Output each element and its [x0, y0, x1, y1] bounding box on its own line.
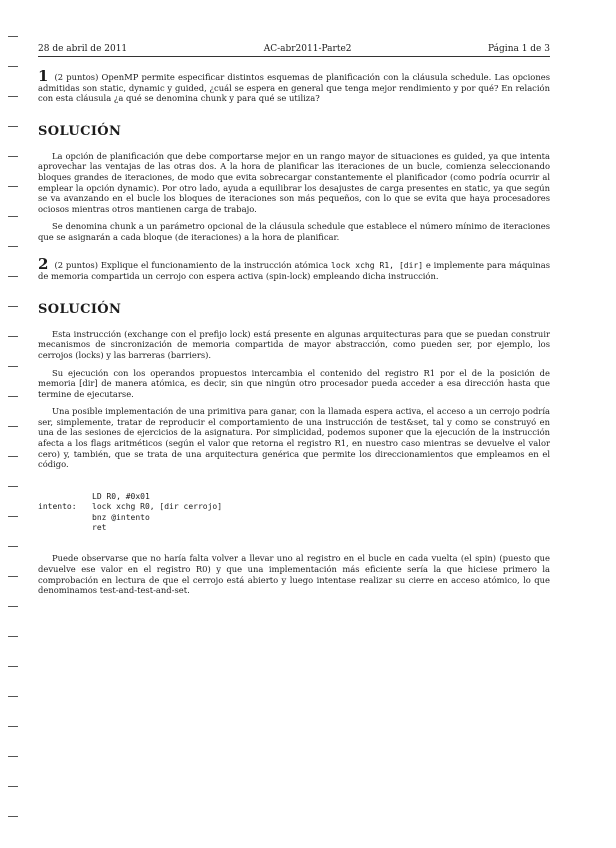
page-header	[38, 44, 550, 57]
margin-mark	[8, 276, 18, 277]
document-page	[38, 44, 550, 603]
code-label	[38, 492, 92, 502]
margin-mark	[8, 636, 18, 637]
margin-mark	[8, 726, 18, 727]
code-text: bnz @intento	[92, 512, 150, 522]
code-text: ret	[92, 523, 107, 533]
code-label: intento:	[38, 502, 77, 512]
binding-margin-marks	[8, 0, 20, 848]
margin-mark	[8, 336, 18, 337]
margin-mark	[8, 696, 18, 697]
instruction-code: lock xchg R1, [dir]	[331, 260, 424, 270]
margin-mark	[8, 606, 18, 607]
code-line	[38, 502, 550, 512]
question-text: e implemente para máquinas de memoria compartida un cerrojo con espera activa (spin-lock) empleando dicha instrucción.	[38, 259, 550, 282]
margin-mark	[8, 246, 18, 247]
code-line	[38, 523, 550, 533]
solution-paragraph: Su ejecución con los operandos propuestos intercambia el contenido del registro R1 por el de la posición de memoria [dir] de manera atómica, es decir, sin que ningún otro procesador pueda acceder a esa dirección hasta que termine de ejecutarse.	[38, 367, 550, 399]
margin-mark	[8, 96, 18, 97]
header-page-number: Página 1 de 3	[488, 44, 550, 54]
code-line	[38, 492, 550, 502]
code-label	[38, 523, 92, 533]
header-date: 28 de abril de 2011	[38, 44, 128, 54]
code-line	[38, 513, 550, 523]
margin-mark	[8, 66, 18, 67]
margin-mark	[8, 426, 18, 427]
margin-mark	[8, 306, 18, 307]
solution-heading: SOLUCIÓN	[38, 123, 122, 139]
margin-mark	[8, 126, 18, 127]
margin-mark	[8, 786, 18, 787]
margin-mark	[8, 816, 18, 817]
margin-mark	[8, 36, 18, 37]
solution-heading: SOLUCIÓN	[38, 301, 122, 317]
solution-paragraph: Puede observarse que no haría falta volver a llevar uno al registro en el bucle en cada vuelta (el spin) (puesto que devuelve ese valor en el registro R0) y que una implementación más eficiente sería la que hiciese primero la comprobación en lectura de que el cerrojo está abierto y luego intentase realizar su cierre en acceso atómico, lo que denominamos test-and-test-and-set.	[38, 553, 550, 596]
question-2	[38, 254, 550, 282]
header-title: AC-abr2011-Parte2	[263, 44, 352, 54]
margin-mark	[8, 216, 18, 217]
margin-mark	[8, 576, 18, 577]
solution-paragraph: Se denomina chunk a un parámetro opcional de la cláusula schedule que establece el número mínimo de iteraciones que se asignarán a cada bloque (de iteraciones) a la hora de planificar.	[38, 221, 550, 242]
solution-paragraph: Una posible implementación de una primitiva para ganar, con la llamada espera activa, el acceso a un cerrojo podría ser, simplemente, tratar de reproducir el comportamiento de una instrucción de test&set, tal y como se construyó en una de las sesiones de ejercicios de la asignatura. Por simplicidad, podemos suponer que la ejecución de la instrucción afecta a los flags aritméticos (según el valor que retorna el registro R1, en nuestro caso mientras se devuelve el valor cero) y, también, que se trata de una arquitectura genérica que permite los direccionamientos que empleamos en el código.	[38, 406, 550, 470]
code-text: LD R0, #0x01	[92, 491, 150, 501]
solution-paragraph: Esta instrucción (exchange con el prefijo lock) está presente en algunas arquitecturas para que se puedan construir mecanismos de sincronización de memoria compartida de mayor abstracción, como pueden ser, por ejemplo, los cerrojos (locks) y las barreras (barriers).	[38, 328, 550, 360]
margin-mark	[8, 486, 18, 487]
margin-mark	[8, 156, 18, 157]
margin-mark	[8, 546, 18, 547]
question-text: (2 puntos) OpenMP permite especificar distintos esquemas de planificación con la cláusula schedule. Las opciones admitidas son static, dynamic y guided, ¿cuál se espera en general que tenga mejor rendimiento y por qué? En relación con esta cláusula ¿a qué se denomina chunk y para qué se utiliza?	[38, 72, 550, 104]
margin-mark	[8, 366, 18, 367]
question-number: 1	[38, 67, 49, 85]
margin-mark	[8, 186, 18, 187]
margin-mark	[8, 456, 18, 457]
question-text: (2 puntos) Explique el funcionamiento de la instrucción atómica	[54, 259, 331, 270]
question-1	[38, 67, 550, 104]
margin-mark	[8, 396, 18, 397]
margin-mark	[8, 756, 18, 757]
code-label	[38, 513, 92, 523]
code-text: lock xchg R0, [dir cerrojo]	[92, 502, 223, 512]
solution-paragraph: La opción de planificación que debe comportarse mejor en un rango mayor de situaciones es guided, ya que intenta aprovechar las ventajas de las otras dos. A la hora de planificar las iteraciones de un bucle, comienza seleccionando bloques grandes de iteraciones, de modo que evita sobrecargar constantemente el planificador (como podría ocurrir al emplear la opción dynamic). Por otro lado, ayuda a equilibrar los desajustes de carga presentes en static, ya que según se va avanzando en el bucle los bloques de iteraciones son más pequeños, con lo que se evita que haya procesadores ociosos mientras otros mantienen carga de trabajo.	[38, 150, 550, 214]
margin-mark	[8, 516, 18, 517]
code-listing	[38, 492, 550, 534]
margin-mark	[8, 666, 18, 667]
question-number: 2	[38, 254, 49, 273]
